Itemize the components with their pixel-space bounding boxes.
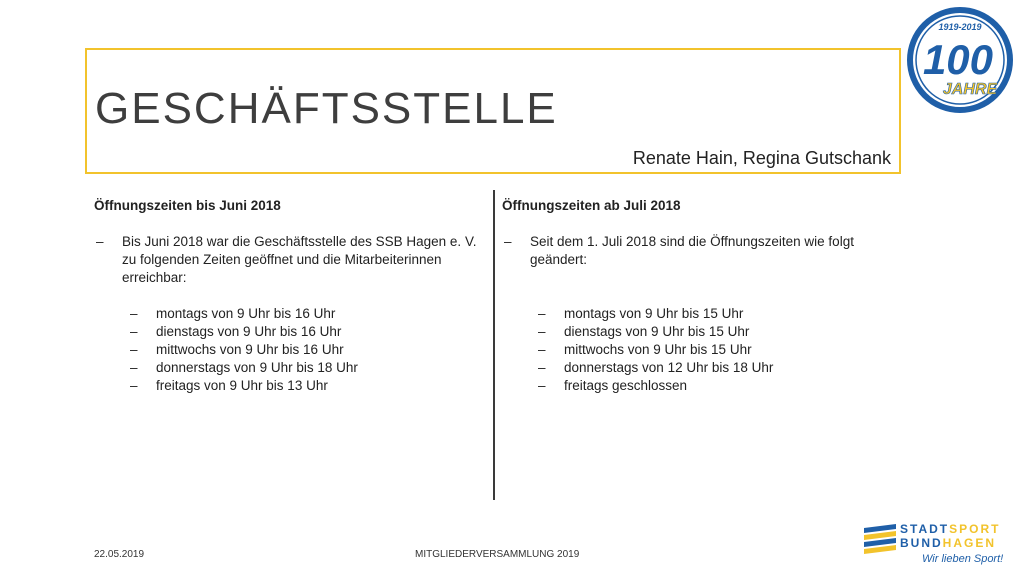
bullet-dash: – (130, 360, 138, 375)
wave-icon (864, 524, 896, 554)
right-column (502, 197, 882, 395)
left-hours-list (94, 305, 490, 395)
title-box (85, 48, 901, 174)
bullet-dash: – (538, 360, 546, 375)
hours-text: dienstags von 9 Uhr bis 16 Uhr (156, 324, 342, 339)
hours-text: dienstags von 9 Uhr bis 15 Uhr (564, 324, 750, 339)
bullet-dash: – (538, 378, 546, 393)
bullet-dash: – (130, 324, 138, 339)
svg-text:STADTSPORT (900, 522, 1000, 536)
footer-event: MITGLIEDERVERSAMMLUNG 2019 (415, 549, 580, 560)
hours-text: donnerstags von 9 Uhr bis 18 Uhr (156, 360, 358, 375)
anniversary-logo (906, 6, 1014, 114)
right-heading: Öffnungszeiten ab Juli 2018 (502, 198, 681, 213)
list-item (130, 359, 490, 377)
bullet-dash: – (538, 342, 546, 357)
bullet-dash: – (96, 234, 104, 249)
footer-date: 22.05.2019 (94, 549, 145, 560)
hours-text: donnerstags von 12 Uhr bis 18 Uhr (564, 360, 774, 375)
logo-slogan: Wir lieben Sport! (922, 553, 1004, 565)
bullet-dash: – (538, 324, 546, 339)
page-title: GESCHÄFTSSTELLE (95, 84, 558, 133)
column-divider (493, 190, 495, 500)
logo-sport: SPORT (949, 522, 1001, 536)
list-item (538, 341, 882, 359)
list-item (130, 377, 490, 395)
anniversary-word: JAHRE (942, 81, 998, 98)
logo-hagen: HAGEN (942, 536, 997, 550)
hours-text: freitags von 9 Uhr bis 13 Uhr (156, 378, 328, 393)
logo-bund: BUND (900, 536, 943, 550)
hours-text: mittwochs von 9 Uhr bis 15 Uhr (564, 342, 752, 357)
anniversary-number: 100 (922, 36, 994, 83)
left-intro (94, 233, 490, 287)
left-column (94, 197, 490, 395)
stadtsportbund-logo (862, 520, 1014, 568)
bullet-dash: – (130, 306, 138, 321)
right-intro (502, 233, 882, 269)
list-item (130, 305, 490, 323)
hours-text: mittwochs von 9 Uhr bis 16 Uhr (156, 342, 344, 357)
list-item (538, 359, 882, 377)
bullet-dash: – (504, 234, 512, 249)
anniversary-years: 1919-2019 (938, 22, 982, 32)
bullet-dash: – (538, 306, 546, 321)
hours-text: montags von 9 Uhr bis 16 Uhr (156, 306, 336, 321)
left-heading: Öffnungszeiten bis Juni 2018 (94, 198, 281, 213)
hours-text: montags von 9 Uhr bis 15 Uhr (564, 306, 744, 321)
list-item (538, 323, 882, 341)
page-subtitle: Renate Hain, Regina Gutschank (632, 148, 891, 168)
list-item (130, 341, 490, 359)
hours-text: freitags geschlossen (564, 378, 688, 393)
bullet-dash: – (130, 342, 138, 357)
bullet-dash: – (130, 378, 138, 393)
list-item (130, 323, 490, 341)
logo-stadt: STADT (900, 522, 950, 536)
left-intro-text: Bis Juni 2018 war die Geschäftsstelle des SSB Hagen e. V. zu folgenden Zeiten geöffnet und die Mitarbeiterinnen erreichbar: (122, 234, 477, 285)
right-hours-list (502, 305, 882, 395)
right-intro-text: Seit dem 1. Juli 2018 sind die Öffnungszeiten wie folgt geändert: (530, 234, 854, 267)
svg-text:BUNDHAGEN (900, 536, 996, 550)
list-item (538, 377, 882, 395)
list-item (538, 305, 882, 323)
